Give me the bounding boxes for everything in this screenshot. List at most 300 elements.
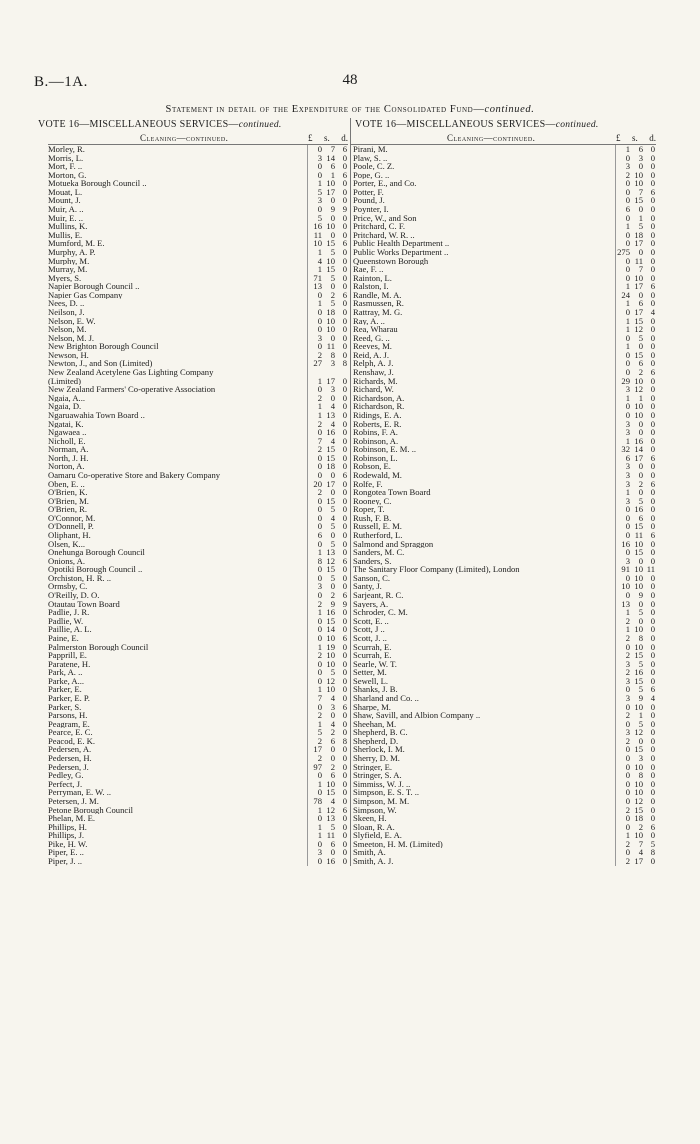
amount-shillings: 15 <box>634 676 643 686</box>
entry-row <box>48 402 348 411</box>
amount <box>307 797 348 806</box>
amount-shillings: 9 <box>330 599 335 609</box>
amount-shillings: 0 <box>638 470 643 480</box>
amount-pence: 0 <box>342 410 347 420</box>
amount-shillings: 10 <box>634 642 643 652</box>
amount-pounds: 6 <box>625 453 630 463</box>
amount-shillings: 2 <box>330 728 335 737</box>
amount-pence: 0 <box>342 307 347 317</box>
amount-pence: 8 <box>342 736 347 746</box>
entry-row <box>351 848 656 857</box>
amount-pounds: 2 <box>625 651 630 660</box>
payee-name: Santy, J. <box>353 582 382 592</box>
amount-pence: 0 <box>650 205 655 214</box>
payee-name: Pedersen, H. <box>48 754 92 763</box>
amount-shillings: 5 <box>330 247 335 257</box>
entry-row <box>351 394 656 403</box>
amount-pence: 0 <box>342 342 347 351</box>
amount <box>307 377 348 386</box>
amount-pence: 0 <box>342 402 347 411</box>
entry-row <box>48 557 348 566</box>
amount-shillings: 17 <box>634 239 643 248</box>
amount-pounds: 0 <box>625 685 630 694</box>
amount <box>615 145 656 154</box>
entry-row <box>48 231 348 240</box>
payee-name: Roberts, E. R. <box>353 419 402 429</box>
amount <box>307 368 348 377</box>
payee-name: Scurrah, E. <box>353 642 392 652</box>
amount-pence: 0 <box>342 582 347 592</box>
amount-pounds: 3 <box>625 556 630 566</box>
amount-pounds: 91 <box>621 565 630 574</box>
amount-shillings: 0 <box>638 205 643 214</box>
statement-title-cont: continued. <box>484 104 535 115</box>
amount-pence: 6 <box>650 822 655 832</box>
amount-shillings: 10 <box>634 179 643 188</box>
amount-pence: 0 <box>650 376 655 386</box>
amount-pence: 0 <box>342 539 347 549</box>
amount-pounds: 32 <box>621 445 630 454</box>
payee-name: Ormsby, C. <box>48 582 88 592</box>
payee-name: Rooney, C. <box>353 496 392 506</box>
amount-shillings: 4 <box>330 419 335 429</box>
amount-pounds: 0 <box>625 719 630 729</box>
amount-shillings: 4 <box>330 402 335 411</box>
amount-pounds: 0 <box>625 153 630 163</box>
entry-row <box>351 771 656 780</box>
amount-shillings: 12 <box>326 676 335 686</box>
payee-name: Newton, J., and Son (Limited) <box>48 359 153 369</box>
amount-pounds: 0 <box>625 505 630 514</box>
amount-pence: 0 <box>650 428 655 437</box>
amount <box>307 462 348 471</box>
payee-name: Relph, A. J. <box>353 359 394 369</box>
payee-name: Sewell, L. <box>353 676 389 686</box>
payee-name: Mullis, E. <box>48 230 83 240</box>
amount-pence: 0 <box>650 290 655 300</box>
amount <box>615 728 656 737</box>
amount-shillings: 0 <box>638 290 643 300</box>
amount-pence: 0 <box>342 222 347 231</box>
amount-pence: 0 <box>342 848 347 857</box>
amount-shillings: 15 <box>326 616 335 626</box>
payee-name: Napier Borough Council .. <box>48 282 140 291</box>
amount-pounds: 0 <box>625 307 630 317</box>
amount-shillings: 4 <box>638 848 643 857</box>
payee-name: Onehunga Borough Council <box>48 548 145 557</box>
payee-name: Parker, E. P. <box>48 694 90 703</box>
amount-shillings: 5 <box>638 719 643 729</box>
amount <box>307 591 348 600</box>
entry-row <box>351 600 656 609</box>
entry-row <box>351 445 656 454</box>
amount <box>307 694 348 703</box>
amount <box>615 754 656 763</box>
amount-shillings: 13 <box>326 814 335 823</box>
amount <box>307 154 348 163</box>
payee-name: Plaw, S. .. <box>353 153 388 163</box>
amount-pence: 0 <box>342 788 347 797</box>
amount-pence: 6 <box>342 633 347 643</box>
payee-name: Paine, E. <box>48 633 79 643</box>
amount-pence: 0 <box>650 651 655 660</box>
amount-pence: 0 <box>342 256 347 266</box>
amount-pounds: 0 <box>317 591 322 600</box>
amount-pounds: 0 <box>317 470 322 480</box>
amount-pence: 0 <box>342 419 347 429</box>
amount-pounds: 0 <box>625 754 630 763</box>
amount-pence: 0 <box>650 359 655 369</box>
amount <box>307 265 348 274</box>
payee-name: The Sanitary Floor Company (Limited), London <box>353 565 520 574</box>
entry-row <box>48 462 348 471</box>
amount-shillings: 5 <box>638 608 643 617</box>
amount-pence: 0 <box>650 856 655 866</box>
amount-shillings: 10 <box>634 831 643 840</box>
amount-pounds: 3 <box>625 479 630 489</box>
amount-pounds: 0 <box>625 548 630 557</box>
amount-shillings: 10 <box>634 170 643 180</box>
subheading-row <box>48 132 348 144</box>
payee-name: Roper, T. <box>353 505 385 514</box>
amount <box>307 308 348 317</box>
amount-pounds: 2 <box>317 736 322 746</box>
amount-pence: 0 <box>342 496 347 506</box>
amount-pounds: 1 <box>625 299 630 308</box>
amount-pounds: 1 <box>625 608 630 617</box>
entry-row <box>351 823 656 832</box>
amount-pence: 0 <box>342 642 347 652</box>
amount-pounds: 1 <box>317 685 322 694</box>
amount-shillings: 0 <box>330 531 335 540</box>
amount-pence: 0 <box>650 625 655 634</box>
payee-name: Russell, E. M. <box>353 522 402 532</box>
amount-shillings: 5 <box>330 273 335 283</box>
amount-pounds: 3 <box>317 153 322 163</box>
amount-shillings: 5 <box>638 659 643 669</box>
amount <box>615 445 656 454</box>
amount-pounds: 1 <box>317 299 322 308</box>
payee-name: Reeves, M. <box>353 342 392 351</box>
amount <box>307 505 348 514</box>
amount-shillings: 3 <box>330 385 335 394</box>
amount <box>307 677 348 686</box>
payee-name: Ray, A. .. <box>353 316 385 326</box>
entry-row <box>351 814 656 823</box>
entry-row <box>351 299 656 308</box>
amount-shillings: 10 <box>634 410 643 420</box>
amount-pounds: 7 <box>317 694 322 703</box>
amount <box>307 145 348 154</box>
amount <box>307 565 348 574</box>
amount-pence: 0 <box>342 531 347 540</box>
amount-pounds: 0 <box>625 814 630 823</box>
amount <box>307 402 348 411</box>
payee-name: Murray, M. <box>48 265 88 274</box>
amount-pence: 9 <box>342 205 347 214</box>
payee-name: Public Health Department .. <box>353 239 450 248</box>
amount-pence: 6 <box>342 290 347 300</box>
amount <box>615 745 656 754</box>
amount-shillings: 0 <box>638 736 643 746</box>
entry-row <box>48 548 348 557</box>
amount-pence: 0 <box>650 213 655 223</box>
vote-heading-main: VOTE 16—MISCELLANEOUS SERVICES— <box>355 119 556 130</box>
amount-shillings: 6 <box>638 145 643 154</box>
payee-name: Orchiston, H. R. .. <box>48 573 112 583</box>
amount <box>307 196 348 205</box>
payee-name: Porter, E., and Co. <box>353 179 417 188</box>
amount-shillings: 10 <box>634 402 643 411</box>
amount-pounds: 1 <box>317 642 322 652</box>
amount-shillings: 2 <box>638 368 643 377</box>
entry-row <box>351 617 656 626</box>
amount <box>615 420 656 429</box>
amount-shillings: 2 <box>330 290 335 300</box>
amount-shillings: 15 <box>326 239 335 248</box>
entry-row <box>48 359 348 368</box>
amount-shillings: 16 <box>326 608 335 617</box>
amount <box>307 334 348 343</box>
entry-row <box>351 780 656 789</box>
entry-row <box>48 840 348 849</box>
amount-pounds: 3 <box>625 470 630 480</box>
amount <box>615 248 656 257</box>
amount-shillings: 0 <box>638 556 643 566</box>
entry-row <box>48 668 348 677</box>
amount-shillings <box>322 368 335 377</box>
entry-row <box>351 711 656 720</box>
payee-name: Sharpe, M. <box>353 702 391 712</box>
payee-name: Ngawaea .. <box>48 428 87 437</box>
amount-pence: 0 <box>650 385 655 394</box>
payee-name: New Zealand Farmers' Co-operative Association <box>48 385 216 394</box>
shillings-unit: s. <box>631 133 638 143</box>
amount <box>615 265 656 274</box>
amount-shillings: 12 <box>634 325 643 334</box>
payee-name: Mount, J. <box>48 196 81 206</box>
payee-name: Paratene, H. <box>48 659 91 669</box>
entry-row <box>351 857 656 866</box>
amount <box>615 334 656 343</box>
amount-pence: 6 <box>650 453 655 463</box>
payee-name: Phelan, M. E. <box>48 814 96 823</box>
amount-pence: 0 <box>342 728 347 737</box>
amount <box>307 831 348 840</box>
payee-name: Shepherd, D. <box>353 736 399 746</box>
entry-row <box>351 608 656 617</box>
entry-row <box>351 462 656 471</box>
amount-shillings: 0 <box>330 582 335 592</box>
amount-pence: 0 <box>342 153 347 163</box>
entry-row <box>48 428 348 437</box>
amount-pence: 0 <box>342 196 347 206</box>
amount-shillings: 0 <box>638 162 643 171</box>
amount-pounds: 2 <box>625 170 630 180</box>
payee-name: O'Brien, R. <box>48 505 88 514</box>
amount-pounds: 3 <box>625 162 630 171</box>
payee-name: Rasmussen, R. <box>353 299 404 308</box>
entry-row <box>351 377 656 386</box>
amount-pounds: 1 <box>625 393 630 403</box>
amount-shillings: 6 <box>638 359 643 369</box>
amount-pence: 0 <box>650 702 655 712</box>
amount-shillings: 7 <box>638 265 643 274</box>
amount-pounds: 2 <box>317 488 322 497</box>
payee-name: Schroder, C. M. <box>353 608 408 617</box>
amount <box>307 685 348 694</box>
entry-row <box>351 154 656 163</box>
amount <box>307 471 348 480</box>
amount <box>307 428 348 437</box>
amount-pence: 0 <box>342 685 347 694</box>
payee-name: Rainton, L. <box>353 273 392 283</box>
amount-pence: 0 <box>650 239 655 248</box>
amount <box>307 848 348 857</box>
payee-name: Richard, W. <box>353 385 394 394</box>
amount <box>307 540 348 549</box>
amount-pence: 0 <box>650 153 655 163</box>
entry-row <box>351 171 656 180</box>
amount-pence: 0 <box>342 754 347 763</box>
amount-pence: 0 <box>650 419 655 429</box>
payee-name: Robinson, A. <box>353 436 399 446</box>
entry-row <box>48 351 348 360</box>
amount-shillings: 10 <box>326 179 335 188</box>
amount <box>615 428 656 437</box>
amount-pence: 0 <box>650 599 655 609</box>
amount-shillings: 6 <box>638 513 643 523</box>
entry-row <box>351 737 656 746</box>
amount <box>307 342 348 351</box>
amount <box>615 462 656 471</box>
amount-shillings: 10 <box>634 762 643 772</box>
payee-name: Muir, E. .. <box>48 213 83 223</box>
amount <box>615 574 656 583</box>
amount <box>307 522 348 531</box>
entry-row <box>48 325 348 334</box>
statement-title <box>0 104 700 115</box>
payee-name: Pedersen, J. <box>48 762 89 772</box>
amount-pounds: 1 <box>625 325 630 334</box>
amount-pence: 0 <box>342 230 347 240</box>
payee-name: Skeen, H. <box>353 814 387 823</box>
amount-pence: 0 <box>342 393 347 403</box>
amount-shillings: 10 <box>634 582 643 592</box>
amount <box>307 299 348 308</box>
payee-name: Renshaw, J. <box>353 368 394 377</box>
amount-pounds: 4 <box>317 256 322 266</box>
amount <box>307 437 348 446</box>
entry-row <box>351 625 656 634</box>
entry-row <box>351 788 656 797</box>
amount <box>615 814 656 823</box>
amount-pounds: 78 <box>313 796 322 806</box>
amount-pounds: 1 <box>317 548 322 557</box>
entry-row <box>48 239 348 248</box>
amount-pence: 0 <box>650 470 655 480</box>
amount <box>307 385 348 394</box>
amount-pounds: 5 <box>317 213 322 223</box>
payee-name: Queenstown Borough <box>353 256 429 266</box>
vote-heading <box>38 118 348 132</box>
amount-pounds: 1 <box>317 719 322 729</box>
amount-shillings: 16 <box>326 428 335 437</box>
amount-pounds: 1 <box>625 222 630 231</box>
entry-row <box>351 522 656 531</box>
entry-row <box>48 488 348 497</box>
amount-shillings: 7 <box>330 145 335 154</box>
amount-pence: 6 <box>342 170 347 180</box>
amount <box>615 694 656 703</box>
vote-heading-main: VOTE 16—MISCELLANEOUS SERVICES— <box>38 119 239 130</box>
amount <box>307 531 348 540</box>
amount-pounds: 13 <box>313 282 322 291</box>
amount <box>307 625 348 634</box>
entry-row <box>351 385 656 394</box>
payee-name: Parker, S. <box>48 702 82 712</box>
entry-row <box>351 488 656 497</box>
entry-row <box>48 608 348 617</box>
entry-row <box>351 574 656 583</box>
amount-shillings: 4 <box>330 513 335 523</box>
amount-shillings: 1 <box>638 711 643 720</box>
payee-name: Oliphant, H. <box>48 531 91 540</box>
amount-pence: 0 <box>342 719 347 729</box>
entry-row <box>48 591 348 600</box>
entry-row <box>48 848 348 857</box>
entry-row <box>351 497 656 506</box>
amount-shillings: 4 <box>330 796 335 806</box>
amount-shillings: 5 <box>638 685 643 694</box>
amount <box>615 480 656 489</box>
entry-row <box>48 385 348 394</box>
amount-shillings: 19 <box>326 642 335 652</box>
amount-shillings: 7 <box>638 187 643 197</box>
amount-pounds: 27 <box>313 359 322 369</box>
amount-pounds: 0 <box>317 307 322 317</box>
entry-row <box>351 703 656 712</box>
payee-name: Sanders, M. C. <box>353 548 405 557</box>
payee-name: Ridings, E. A. <box>353 410 402 420</box>
amount-pounds: 0 <box>317 565 322 574</box>
amount-pence: 0 <box>342 616 347 626</box>
amount-pence: 0 <box>342 668 347 677</box>
entry-row <box>351 797 656 806</box>
amount-shillings: 15 <box>326 565 335 574</box>
shillings-unit: s. <box>323 133 330 143</box>
payee-name: Murphy, A. P. <box>48 247 96 257</box>
amount-pounds: 1 <box>625 282 630 291</box>
amount <box>307 720 348 729</box>
amount-pence: 0 <box>650 522 655 532</box>
amount-pounds: 7 <box>317 436 322 446</box>
entry-row <box>48 754 348 763</box>
entry-row <box>351 265 656 274</box>
amount-shillings: 10 <box>326 633 335 643</box>
entry-row <box>48 814 348 823</box>
entry-row <box>48 196 348 205</box>
amount <box>615 557 656 566</box>
amount-pounds: 97 <box>313 762 322 772</box>
entry-row <box>48 685 348 694</box>
amount-pounds: 20 <box>313 479 322 489</box>
amount-pence: 0 <box>342 711 347 720</box>
amount-shillings: 12 <box>634 728 643 737</box>
amount-pounds: 0 <box>625 273 630 283</box>
amount-pence: 0 <box>342 213 347 223</box>
amount-pence: 0 <box>342 573 347 583</box>
